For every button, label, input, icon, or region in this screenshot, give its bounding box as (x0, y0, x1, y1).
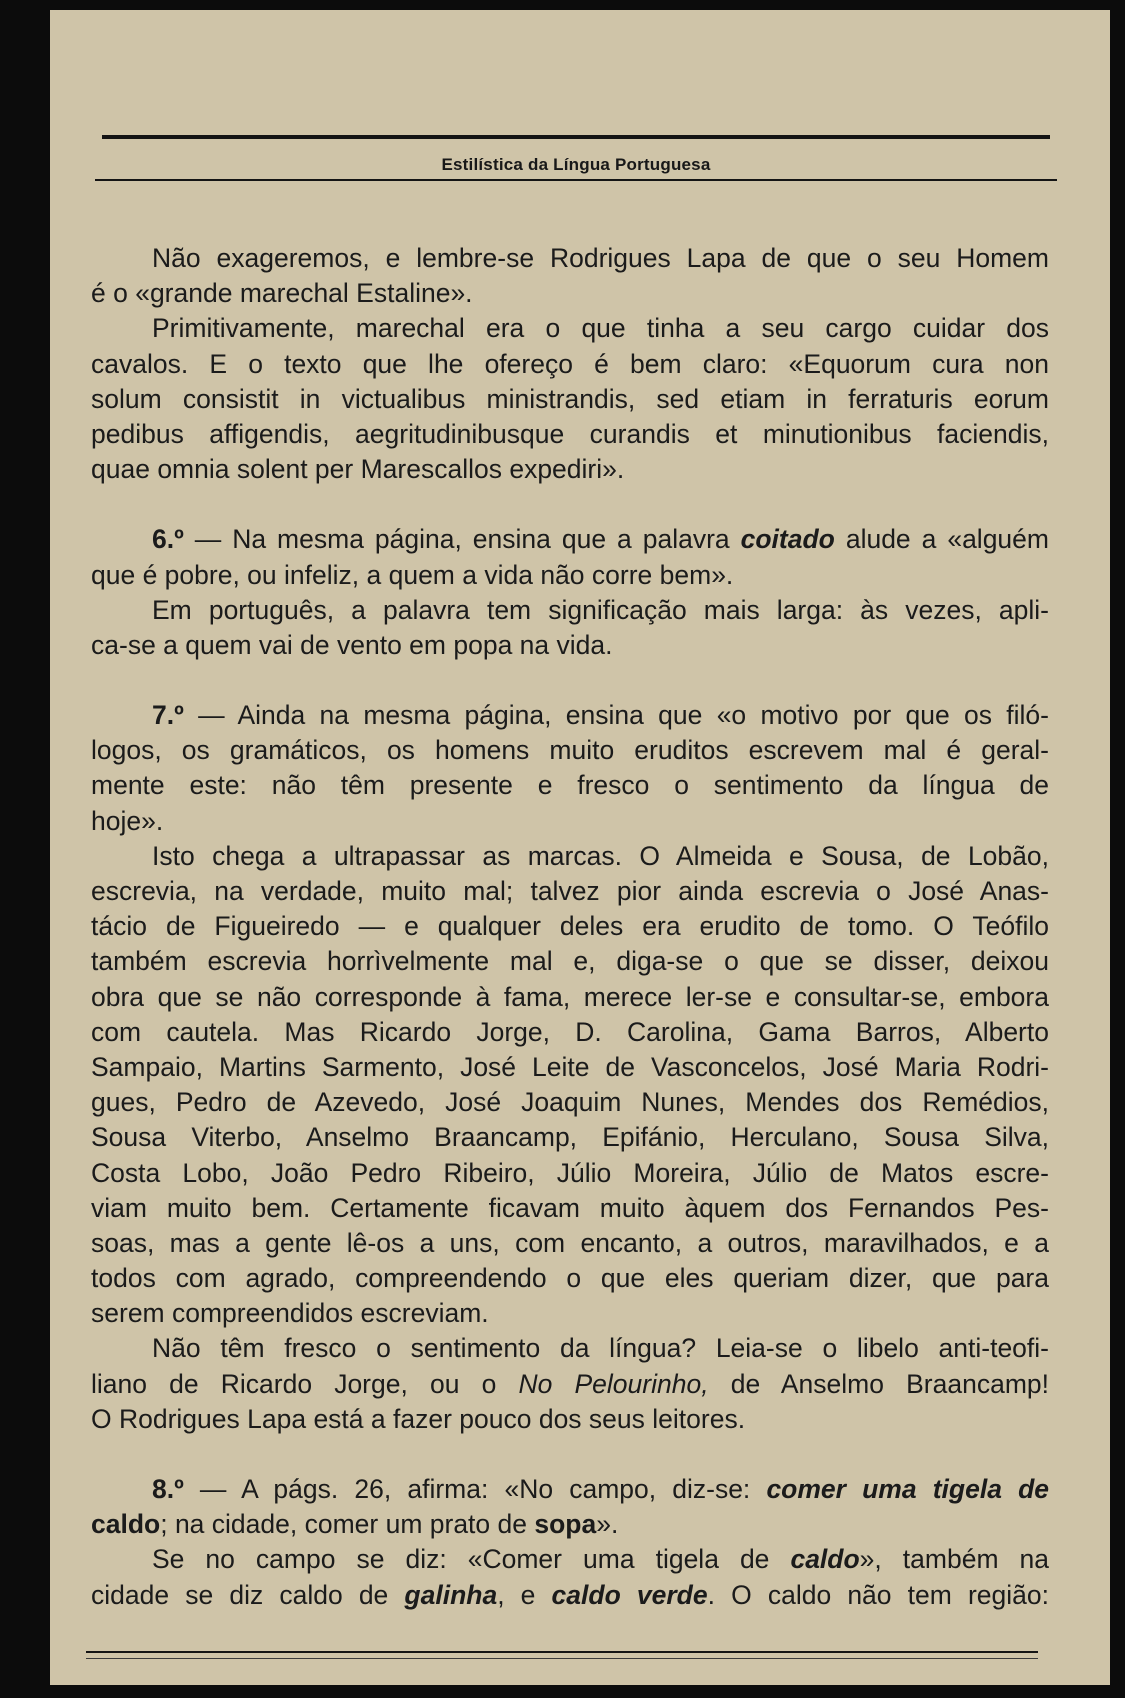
item-7-heading-line (91, 698, 1049, 733)
emphasis-term: caldo (91, 1509, 161, 1540)
text-line: pedibus affigendis, aegritudinibusque curandis et minutionibus faciendis, (91, 418, 1049, 449)
text-line: soas, mas a gente lê-os a uns, com encanto, a outros, maravilhados, e a (91, 1227, 1049, 1258)
text-run: cidade se diz caldo de (91, 1579, 405, 1610)
text-run: ». (596, 1509, 619, 1540)
text-line: escrevia, na verdade, muito mal; talvez pior ainda escrevia o José Anas- (91, 876, 1049, 906)
text-run: — Na mesma página, ensina que a palavra (183, 524, 741, 555)
text-line: Sousa Viterbo, Anselmo Braancamp, Epifánio, Herculano, Sousa Silva, (91, 1122, 1049, 1153)
item-number: 8.º (152, 1474, 184, 1504)
item-6-heading-line (91, 522, 1049, 557)
book-title: No Pelourinho, (518, 1368, 709, 1399)
text-line: quae omnia solent per Marescallos expediri». (91, 454, 625, 485)
text-run: , e (497, 1579, 552, 1610)
item-8-heading-line (91, 1472, 1049, 1507)
paragraph-gap (91, 487, 1049, 522)
text-line: tácio de Figueiredo — e qualquer deles era erudito de tomo. O Teófilo (91, 911, 1049, 942)
text-run: — A págs. 26, afirma: «No campo, diz-se: (183, 1474, 767, 1504)
header-rule-thin (95, 179, 1057, 181)
text-line: O Rodrigues Lapa está a fazer pouco dos seus leitores. (91, 1403, 746, 1434)
newspaper-clipping (50, 10, 1110, 1685)
text-line: todos com agrado, compreendendo o que eles queriam dizer, que para (91, 1263, 1049, 1294)
emphasis-term: caldo verde (551, 1579, 708, 1610)
text-line: mente este: não têm presente e fresco o sentimento da língua de (91, 770, 1049, 801)
text-line: gues, Pedro de Azevedo, José Joaquim Nunes, Mendes dos Remédios, (91, 1087, 1049, 1118)
text-line: ca-se a quem vai de vento em popa na vida. (91, 629, 613, 660)
text-line: Primitivamente, marechal era o que tinha a seu cargo cuidar dos (152, 313, 1049, 344)
text-line: também escrevia horrìvelmente mal e, diga-se o que se disser, deixou (91, 946, 1049, 977)
footer-rule (86, 1651, 1038, 1653)
item-number: 7.º (152, 700, 184, 731)
article-body (91, 241, 1049, 1613)
text-run: », também na (859, 1544, 1050, 1575)
text-run: alude a «alguém (834, 524, 1049, 555)
text-line: logos, os gramáticos, os homens muito eruditos escrevem mal é geral- (91, 735, 1049, 766)
text-line: hoje». (91, 805, 164, 836)
emphasis-term: caldo (790, 1544, 860, 1575)
text-line: serem compreendidos escreviam. (91, 1298, 489, 1329)
paragraph-gap (91, 1437, 1049, 1472)
text-line: Em português, a palavra tem significação mais larga: às vezes, apli- (152, 594, 1049, 625)
text-line: é o «grande marechal Estaline». (91, 278, 473, 309)
text-line (91, 1507, 1049, 1542)
text-line: que é pobre, ou infeliz, a quem a vida não corre bem». (91, 559, 734, 590)
running-header: Estilística da Língua Portuguesa (441, 155, 711, 174)
text-run: liano de Ricardo Jorge, ou o (91, 1368, 519, 1399)
text-run: de Anselmo Braancamp! (708, 1368, 1049, 1399)
text-run: . O caldo não tem região: (707, 1579, 1049, 1610)
emphasis-term: sopa (534, 1509, 597, 1540)
text-line: Costa Lobo, João Pedro Ribeiro, Júlio Moreira, Júlio de Matos escre- (91, 1157, 1049, 1188)
footer-rule-thin (86, 1658, 1038, 1659)
emphasis-term: comer uma tigela de (766, 1474, 1049, 1504)
text-line: Sampaio, Martins Sarmento, José Leite de Vasconcelos, José Maria Rodri- (91, 1051, 1049, 1082)
text-line: com cautela. Mas Ricardo Jorge, D. Carolina, Gama Barros, Alberto (91, 1016, 1049, 1047)
text-run: ; na cidade, comer um prato de (160, 1509, 535, 1540)
text-line: cavalos. E o texto que lhe ofereço é bem claro: «Equorum cura non (91, 348, 1049, 379)
header-rule-thick (102, 135, 1050, 139)
paragraph-gap (91, 663, 1049, 698)
text-line (91, 1542, 1049, 1577)
text-line: Isto chega a ultrapassar as marcas. O Almeida e Sousa, de Lobão, (152, 840, 1049, 871)
emphasis-term: galinha (404, 1579, 498, 1610)
text-line: viam muito bem. Certamente ficavam muito àquem dos Fernandos Pes- (91, 1192, 1049, 1223)
text-line: Não têm fresco o sentimento da língua? Leia-se o libelo anti-teofi- (152, 1333, 1049, 1364)
emphasis-term: coitado (740, 524, 835, 555)
text-run: Se no campo se diz: «Comer uma tigela de (152, 1544, 791, 1575)
text-line: solum consistit in victualibus ministrandis, sed etiam in ferraturis eorum (91, 383, 1049, 414)
item-number: 6.º (152, 524, 184, 555)
text-line (91, 1367, 1049, 1402)
text-run: — Ainda na mesma página, ensina que «o motivo por que os filó- (183, 700, 1049, 731)
text-line (91, 1578, 1049, 1613)
text-line: obra que se não corresponde à fama, merece ler-se e consultar-se, embora (91, 981, 1049, 1012)
text-line: Não exageremos, e lembre-se Rodrigues Lapa de que o seu Homem (152, 243, 1049, 273)
